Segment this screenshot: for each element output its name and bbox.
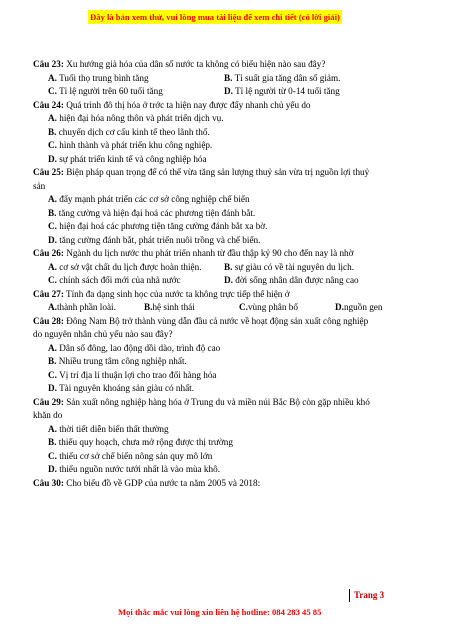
question-number: Câu 29: xyxy=(33,396,64,407)
question-text-continued: do nguyên nhân chủ yếu nào sau đây? xyxy=(33,329,173,339)
option-d: D. Tỉ lệ người từ 0-14 tuổi tăng xyxy=(224,86,340,96)
question-text: Cho biểu đồ về GDP của nước ta năm 2005 và 2018: xyxy=(63,477,261,488)
question-text-continued: khăn do xyxy=(33,410,63,420)
options-row xyxy=(33,72,415,86)
options-row xyxy=(33,261,415,275)
options-row xyxy=(33,274,415,288)
option-d: D. thiếu nguồn nước tưới nhất là vào mùa khô. xyxy=(48,464,221,474)
question-text: Sản xuất nông nghiệp hàng hóa ở Trung du và miền núi Bắc Bộ còn gặp nhiều khó xyxy=(63,396,370,407)
question-28 xyxy=(33,315,415,329)
option-a: A. cơ sở vật chất du lịch được hoàn thiện. xyxy=(48,261,202,272)
option-b: B. chuyển dịch cơ cấu kinh tế theo lãnh thổ. xyxy=(48,126,210,137)
option-b: B. tăng cường và hiện đại hoá các phương tiện đánh bắt. xyxy=(48,207,256,218)
question-24 xyxy=(33,99,415,113)
question-text: Ngành du lịch nước thu phát triển nhanh từ đầu thập kỷ 90 cho đến nay là nhờ xyxy=(63,248,354,258)
question-30 xyxy=(33,477,415,491)
question-number: Câu 28: xyxy=(33,315,64,326)
option-c: C. hình thành và phát triển khu công nghiệp. xyxy=(48,140,213,150)
footer-hotline: Mọi thắc mắc vui lòng xin liên hệ hotline: 084 283 45 85 xyxy=(118,607,322,617)
option-d: D. đời sống nhân dân được nâng cao xyxy=(224,275,359,285)
option-d: D. sự phát triển kinh tế và công nghiệp hóa xyxy=(48,153,207,164)
option-b: B. Tỉ suất gia tăng dân số giảm. xyxy=(224,72,341,83)
option-c: C. hiện đại hoá các phương tiện tăng cường đánh bắt xa bờ. xyxy=(48,221,268,231)
question-text-continued: sản xyxy=(33,180,46,191)
option-c: C. thiếu cơ sở chế biến nông sản quy mô lớn xyxy=(48,450,213,461)
option-d: D. tăng cường đánh bắt, phát triển nuôi trồng và chế biến. xyxy=(48,234,261,245)
option-a: A. Dân số đông, lao động dồi dào, trình độ cao xyxy=(48,342,221,353)
question-29 xyxy=(33,396,415,410)
question-number: Câu 25: xyxy=(33,167,64,177)
option-c: C. Tỉ lệ người trên 60 tuổi tăng xyxy=(48,86,163,96)
option-a: A. thành phần loài. xyxy=(48,302,116,312)
question-23 xyxy=(33,58,415,72)
question-25 xyxy=(33,166,415,180)
option-a: A. Tuổi thọ trung bình tăng xyxy=(48,72,149,83)
option-d: D. nguồn gen xyxy=(335,302,383,312)
options-row xyxy=(33,85,415,99)
question-text: Quá trình đô thị hóa ở trớc ta hiện nay được đẩy nhanh chủ yếu do xyxy=(63,99,311,110)
option-b: B. Nhiều trung tâm công nghiệp nhất. xyxy=(48,356,187,366)
question-text: Tính đa dạng sinh học của nước ta không trực tiếp thể hiện ở xyxy=(63,288,290,299)
option-d: D. Tài nguyên khoáng sản giàu có nhất. xyxy=(48,383,195,393)
option-c: C. Vị trí địa lí thuận lợi cho trao đổi hàng hóa xyxy=(48,369,217,380)
preview-banner: Đây là bản xem thử, vui lòng mua tài liệu để xem chi tiết (có lời giải) xyxy=(90,12,340,22)
option-a: A. đẩy mạnh phát triển các cơ sở công nghiệp chế biến xyxy=(48,194,250,204)
page-number: Trang 3 xyxy=(349,589,384,602)
question-26 xyxy=(33,247,415,261)
option-b: B. sự giàu có về tài nguyên du lịch. xyxy=(224,261,355,272)
question-text: Xu hướng già hóa của dân số nước ta không có biểu hiện nào sau đây? xyxy=(63,59,326,69)
option-c: C. vùng phân bố xyxy=(239,302,298,312)
question-number: Câu 26: xyxy=(33,248,64,258)
option-a: A. hiện đại hóa nông thôn và phát triển dịch vụ. xyxy=(48,113,224,123)
question-number: Câu 24: xyxy=(33,99,64,110)
question-number: Câu 27: xyxy=(33,288,64,299)
option-a: A. thời tiết diễn biến thất thường xyxy=(48,423,169,434)
question-text: Đông Nam Bộ trở thành vùng dẫn đầu cả nước về hoạt động sản xuất công nghiệp xyxy=(63,315,369,326)
question-text: Biện pháp quan trọng để có thể vừa tăng sản lượng thuỷ sản vừa trị nguồn lợi thuỷ xyxy=(63,167,370,177)
document-body xyxy=(33,58,415,490)
option-b: B. thiếu quy hoạch, chưa mở rộng được thị trường xyxy=(48,437,233,447)
question-27 xyxy=(33,288,415,302)
option-c: C. chính sách đổi mới của nhà nước xyxy=(48,275,181,285)
option-b: B. hệ sinh thái xyxy=(144,302,195,312)
question-number: Câu 23: xyxy=(33,59,64,69)
options-row xyxy=(33,301,415,315)
question-number: Câu 30: xyxy=(33,477,64,488)
